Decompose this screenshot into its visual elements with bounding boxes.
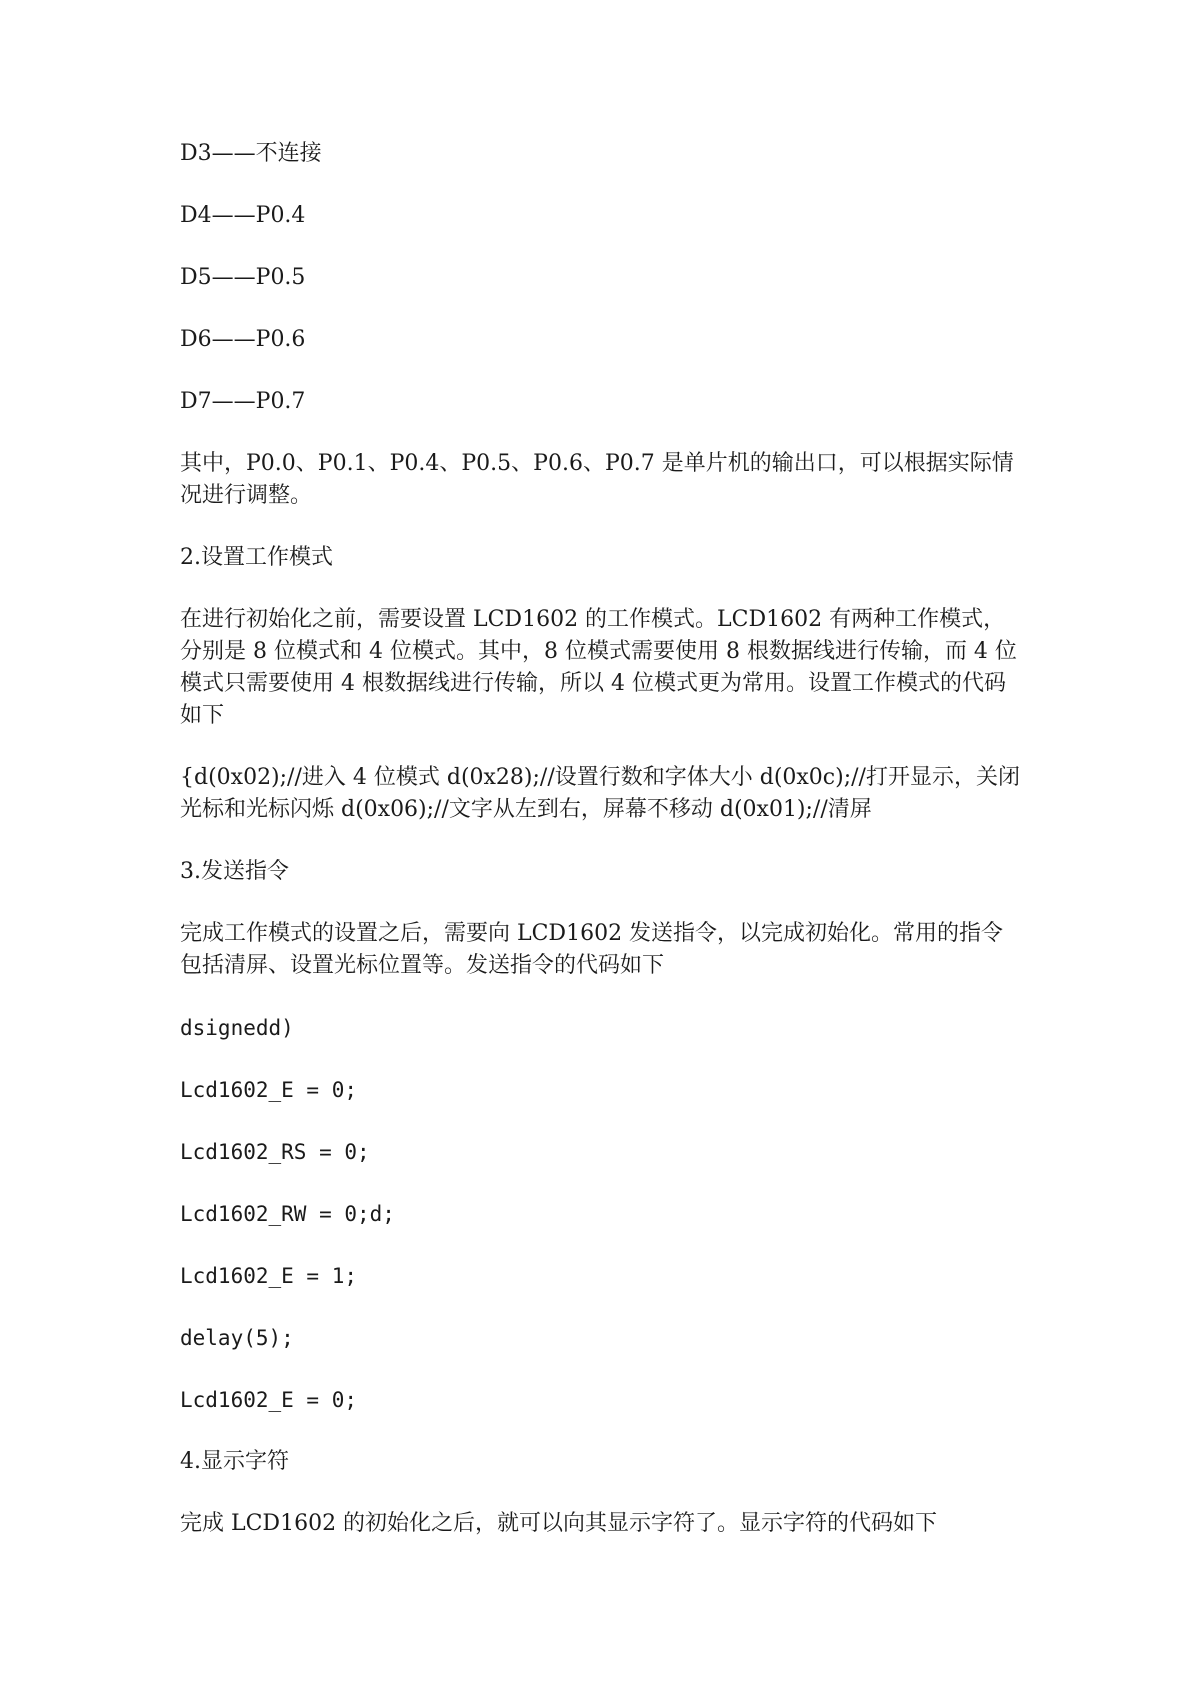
code-line: delay(5); [180,1326,294,1350]
section-4-heading: 4.显示字符 [180,1449,289,1474]
pin-line-d4: D4——P0.4 [180,203,306,228]
section-3-body: 完成工作模式的设置之后，需要向 LCD1602 发送指令，以完成初始化。常用的指令包括清屏、设置光标位置等。发送指令的代码如下 [180,921,1004,978]
section-3-heading: 3.发送指令 [180,859,289,884]
section-2-code: {d(0x02);//进入 4 位模式 d(0x28);//设置行数和字体大小 d(0x0c);//打开显示，关闭光标和光标闪烁 d(0x06);//文字从左到右，屏幕不移动 d(0x01);//清屏 [180,765,1020,822]
code-line: Lcd1602_RS = 0; [180,1140,370,1164]
document-body [180,138,1020,1570]
pin-line-d3: D3——不连接 [180,141,322,166]
intro-paragraph: 其中，P0.0、P0.1、P0.4、P0.5、P0.6、P0.7 是单片机的输出口，可以根据实际情况进行调整。 [180,451,1014,508]
code-line: Lcd1602_E = 0; [180,1078,358,1102]
code-line: Lcd1602_E = 0; [180,1388,358,1412]
code-line: Lcd1602_E = 1; [180,1264,358,1288]
section-4-body: 完成 LCD1602 的初始化之后，就可以向其显示字符了。显示字符的代码如下 [180,1511,938,1536]
pin-line-d7: D7——P0.7 [180,389,306,414]
code-line: dsignedd) [180,1016,294,1040]
section-2-body: 在进行初始化之前，需要设置 LCD1602 的工作模式。LCD1602 有两种工作模式，分别是 8 位模式和 4 位模式。其中，8 位模式需要使用 8 根数据线进行传输，而 4 位模式只需要使用 4 根数据线进行传输，所以 4 位模式更为常用。设置工作模式的代码如下 [180,607,1017,728]
section-2-heading: 2.设置工作模式 [180,545,333,570]
pin-line-d6: D6——P0.6 [180,327,306,352]
code-line: Lcd1602_RW = 0;d; [180,1202,395,1226]
pin-line-d5: D5——P0.5 [180,265,306,290]
